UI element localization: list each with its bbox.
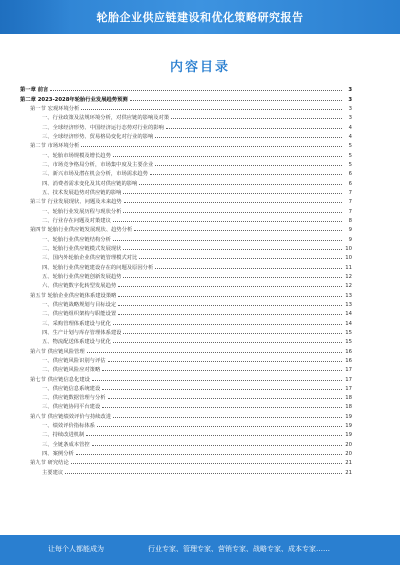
- toc-page-number: 16: [345, 357, 352, 364]
- toc-entry-title: 第六节 供应链风险管理: [30, 348, 85, 355]
- toc-entry-title: 五、轮胎行业供应链创新发展趋势: [42, 273, 122, 280]
- toc-entry-title: 二、供应链组织架构与职能设置: [42, 311, 117, 318]
- footer-banner: [0, 535, 400, 565]
- toc-entry-title: 三、采购管理体系建设与优化: [42, 320, 111, 327]
- toc-page-number: 19: [345, 432, 352, 439]
- toc-page-number: 3: [348, 96, 352, 103]
- toc-entry-title: 第七节 供应链信息化建设: [30, 376, 90, 383]
- toc-entry-title: 五、技术发展趋势对供应链的影响: [42, 189, 122, 196]
- toc-entry[interactable]: [20, 448, 352, 457]
- toc-dot-leader: [123, 212, 342, 213]
- toc-entry[interactable]: [20, 438, 352, 447]
- toc-entry-title: 一、轮胎行业发展历程与现状分析: [42, 208, 122, 215]
- toc-entry[interactable]: [20, 205, 352, 214]
- toc-entry[interactable]: [20, 196, 352, 205]
- toc-page-number: 4: [348, 133, 352, 140]
- toc-entry[interactable]: [20, 364, 352, 373]
- toc-entry[interactable]: [20, 131, 352, 140]
- toc-dot-leader: [86, 435, 342, 436]
- toc-entry[interactable]: [20, 215, 352, 224]
- report-header: [0, 0, 400, 34]
- toc-dot-leader: [92, 380, 342, 381]
- table-of-contents: [20, 84, 352, 476]
- toc-entry[interactable]: [20, 93, 352, 102]
- toc-entry-title: 一、行业政策及法规环境分析，对供应链的影响及对策: [42, 115, 170, 122]
- toc-dot-leader: [118, 314, 342, 315]
- toc-page-number: 6: [348, 180, 352, 187]
- toc-entry-title: 二、市场竞争格局分析，市场集中度及主要企业: [42, 161, 154, 168]
- toc-entry-title: 五、物流配送体系建设与优化: [42, 339, 111, 346]
- toc-entry-title: 四、生产计划与库存管理体系建设: [42, 329, 122, 336]
- toc-entry-title: 一、轮胎市场规模及增长趋势: [42, 152, 111, 159]
- toc-dot-leader: [50, 90, 342, 91]
- toc-page-number: 18: [345, 395, 352, 402]
- toc-page-number: 5: [348, 161, 352, 168]
- toc-page-number: 21: [345, 469, 352, 476]
- toc-dot-leader: [155, 137, 342, 138]
- toc-entry-title: 第八节 供应链绩效评价与持续改进: [30, 413, 112, 420]
- toc-entry-title: 三、国内外轮胎企业供应链管理模式对比: [42, 255, 138, 262]
- toc-dot-leader: [81, 109, 342, 110]
- report-title: 轮胎企业供应链建设和优化策略研究报告: [96, 11, 304, 24]
- toc-dot-leader: [76, 454, 342, 455]
- toc-dot-leader: [123, 333, 342, 334]
- toc-entry-title: 一、供应链风险识别与评估: [42, 357, 106, 364]
- toc-entry-title: 第二节 市场环境分析: [30, 143, 80, 150]
- toc-entry[interactable]: [20, 355, 352, 364]
- toc-entry-title: 二、全球经济形势、中国经济运行态势对行业的影响: [42, 124, 164, 131]
- toc-entry[interactable]: [20, 401, 352, 410]
- toc-entry-title: 二、供应链数据管理与分析: [42, 395, 106, 402]
- toc-entry-title: 四、消费者需求变化及其对供应链的影响: [42, 180, 138, 187]
- toc-dot-leader: [155, 165, 342, 166]
- toc-entry[interactable]: [20, 187, 352, 196]
- toc-dot-leader: [113, 417, 342, 418]
- toc-entry-title: 第九节 研究结论: [30, 460, 69, 467]
- toc-page-number: 21: [345, 460, 352, 467]
- toc-entry-title: 一、供应链战略规划与目标设定: [42, 301, 117, 308]
- toc-dot-leader: [166, 128, 342, 129]
- toc-entry-title: 第二章 2023-2028年轮胎行业发展趋势预测: [20, 96, 128, 103]
- toc-heading: 内容目录: [169, 60, 230, 75]
- toc-dot-leader: [108, 398, 342, 399]
- toc-entry[interactable]: [20, 373, 352, 382]
- toc-entry[interactable]: [20, 420, 352, 429]
- toc-entry[interactable]: [20, 289, 352, 298]
- toc-entry[interactable]: [20, 243, 352, 252]
- toc-page-number: 6: [348, 171, 352, 178]
- toc-page-number: 7: [348, 189, 352, 196]
- toc-page-number: 3: [348, 115, 352, 122]
- toc-dot-leader: [124, 202, 342, 203]
- toc-dot-leader: [113, 221, 342, 222]
- toc-page-number: 15: [345, 329, 352, 336]
- toc-dot-leader: [123, 193, 342, 194]
- toc-dot-leader: [92, 445, 342, 446]
- toc-page-number: 5: [348, 152, 352, 159]
- toc-page-number: 7: [348, 208, 352, 215]
- toc-page-number: 16: [345, 348, 352, 355]
- toc-dot-leader: [102, 370, 342, 371]
- toc-page-number: 9: [348, 227, 352, 234]
- toc-page-number: 8: [348, 217, 352, 224]
- toc-entry[interactable]: [20, 233, 352, 242]
- toc-entry-title: 一、绩效评价指标体系: [42, 423, 95, 430]
- toc-dot-leader: [81, 146, 342, 147]
- toc-dot-leader: [123, 277, 342, 278]
- toc-page-number: 20: [345, 451, 352, 458]
- toc-entry[interactable]: [20, 112, 352, 121]
- toc-entry[interactable]: [20, 429, 352, 438]
- toc-entry-title: 三、新兴市场及潜在机会分析，市场需求趋势: [42, 171, 148, 178]
- toc-entry[interactable]: [20, 252, 352, 261]
- toc-page-number: 14: [345, 311, 352, 318]
- toc-entry[interactable]: [20, 271, 352, 280]
- toc-entry-title: 第一章 前言: [20, 87, 49, 94]
- toc-entry[interactable]: [20, 280, 352, 289]
- toc-entry-title: 二、轮胎行业供应链模式发展现状: [42, 245, 122, 252]
- toc-dot-leader: [155, 268, 342, 269]
- toc-entry[interactable]: [20, 466, 352, 475]
- toc-entry-title: 六、供应链数字化转型发展趋势: [42, 283, 117, 290]
- toc-page-number: 17: [345, 385, 352, 392]
- toc-entry[interactable]: [20, 308, 352, 317]
- toc-dot-leader: [150, 174, 342, 175]
- toc-entry[interactable]: [20, 317, 352, 326]
- toc-entry[interactable]: [20, 299, 352, 308]
- toc-page-number: 19: [345, 413, 352, 420]
- toc-page-number: 11: [345, 264, 352, 271]
- toc-dot-leader: [87, 352, 342, 353]
- toc-page-number: 14: [345, 320, 352, 327]
- toc-entry-title: 四、案例分析: [42, 451, 74, 458]
- toc-entry[interactable]: [20, 383, 352, 392]
- toc-entry-title: 一、供应链信息系统建设: [42, 385, 101, 392]
- toc-entry-title: 第五节 轮胎企业供应链体系建设策略: [30, 292, 117, 299]
- toc-page-number: 13: [345, 292, 352, 299]
- toc-entry[interactable]: [20, 224, 352, 233]
- toc-entry-title: 第三节 行业发展现状、问题及未来趋势: [30, 199, 122, 206]
- toc-entry-title: 第四节 轮胎行业供应链发展现状、趋势分析: [30, 227, 133, 234]
- toc-page-number: 3: [348, 105, 352, 112]
- toc-entry[interactable]: [20, 140, 352, 149]
- toc-dot-leader: [113, 240, 342, 241]
- toc-dot-leader: [134, 230, 342, 231]
- toc-entry-title: 四、轮胎行业供应链建设存在的问题及原因分析: [42, 264, 154, 271]
- toc-entry[interactable]: [20, 261, 352, 270]
- toc-entry-title: 主要建议: [42, 469, 64, 476]
- toc-page-number: 5: [348, 143, 352, 150]
- toc-entry[interactable]: [20, 121, 352, 130]
- toc-entry[interactable]: [20, 457, 352, 466]
- toc-entry[interactable]: [20, 410, 352, 419]
- toc-page-number: 10: [345, 255, 352, 262]
- footer-expert-list: 行业专家、管理专家、营销专家、战略专家、成本专家……: [148, 545, 330, 553]
- toc-dot-leader: [118, 296, 342, 297]
- toc-entry[interactable]: [20, 159, 352, 168]
- toc-entry-title: 第一节 宏观环境分析: [30, 105, 80, 112]
- toc-entry[interactable]: [20, 168, 352, 177]
- toc-page-number: 7: [348, 199, 352, 206]
- toc-dot-leader: [171, 118, 342, 119]
- toc-page-number: 18: [345, 404, 352, 411]
- toc-page-number: 19: [345, 423, 352, 430]
- toc-entry-title: 二、持续改进机制: [42, 432, 85, 439]
- toc-entry-title: 三、全球经济形势、贸易格局变化对行业的影响: [42, 133, 154, 140]
- toc-page-number: 13: [345, 301, 352, 308]
- toc-dot-leader: [108, 361, 342, 362]
- toc-dot-leader: [113, 156, 342, 157]
- toc-dot-leader: [65, 473, 342, 474]
- toc-page-number: 17: [345, 367, 352, 374]
- toc-dot-leader: [118, 286, 342, 287]
- toc-entry-title: 二、行业存在问题及对策建议: [42, 217, 111, 224]
- toc-dot-leader: [130, 100, 342, 101]
- toc-entry[interactable]: [20, 345, 352, 354]
- toc-entry-title: 二、供应链风险应对策略: [42, 367, 101, 374]
- toc-dot-leader: [97, 426, 342, 427]
- toc-page-number: 15: [345, 339, 352, 346]
- toc-dot-leader: [113, 342, 342, 343]
- toc-entry[interactable]: [20, 84, 352, 93]
- toc-entry[interactable]: [20, 327, 352, 336]
- toc-dot-leader: [139, 184, 342, 185]
- toc-page-number: 12: [345, 283, 352, 290]
- toc-dot-leader: [113, 324, 342, 325]
- toc-entry-title: 三、全链条成本管控: [42, 441, 90, 448]
- toc-page-number: 12: [345, 273, 352, 280]
- toc-dot-leader: [139, 258, 342, 259]
- toc-page-number: 9: [348, 236, 352, 243]
- toc-dot-leader: [102, 389, 342, 390]
- toc-page-number: 10: [345, 245, 352, 252]
- toc-entry[interactable]: [20, 177, 352, 186]
- toc-page-number: 17: [345, 376, 352, 383]
- toc-entry-title: 三、供应链协同平台建设: [42, 404, 101, 411]
- toc-dot-leader: [123, 249, 342, 250]
- toc-entry-title: 一、轮胎行业供应链结构分析: [42, 236, 111, 243]
- toc-dot-leader: [118, 305, 342, 306]
- footer-slogan: 让每个人都能成为: [48, 545, 104, 553]
- toc-page-number: 3: [348, 87, 352, 94]
- toc-dot-leader: [102, 407, 342, 408]
- toc-entry[interactable]: [20, 336, 352, 345]
- toc-entry[interactable]: [20, 103, 352, 112]
- toc-entry[interactable]: [20, 392, 352, 401]
- toc-page-number: 4: [348, 124, 352, 131]
- toc-entry[interactable]: [20, 149, 352, 158]
- toc-page-number: 20: [345, 441, 352, 448]
- toc-dot-leader: [71, 463, 342, 464]
